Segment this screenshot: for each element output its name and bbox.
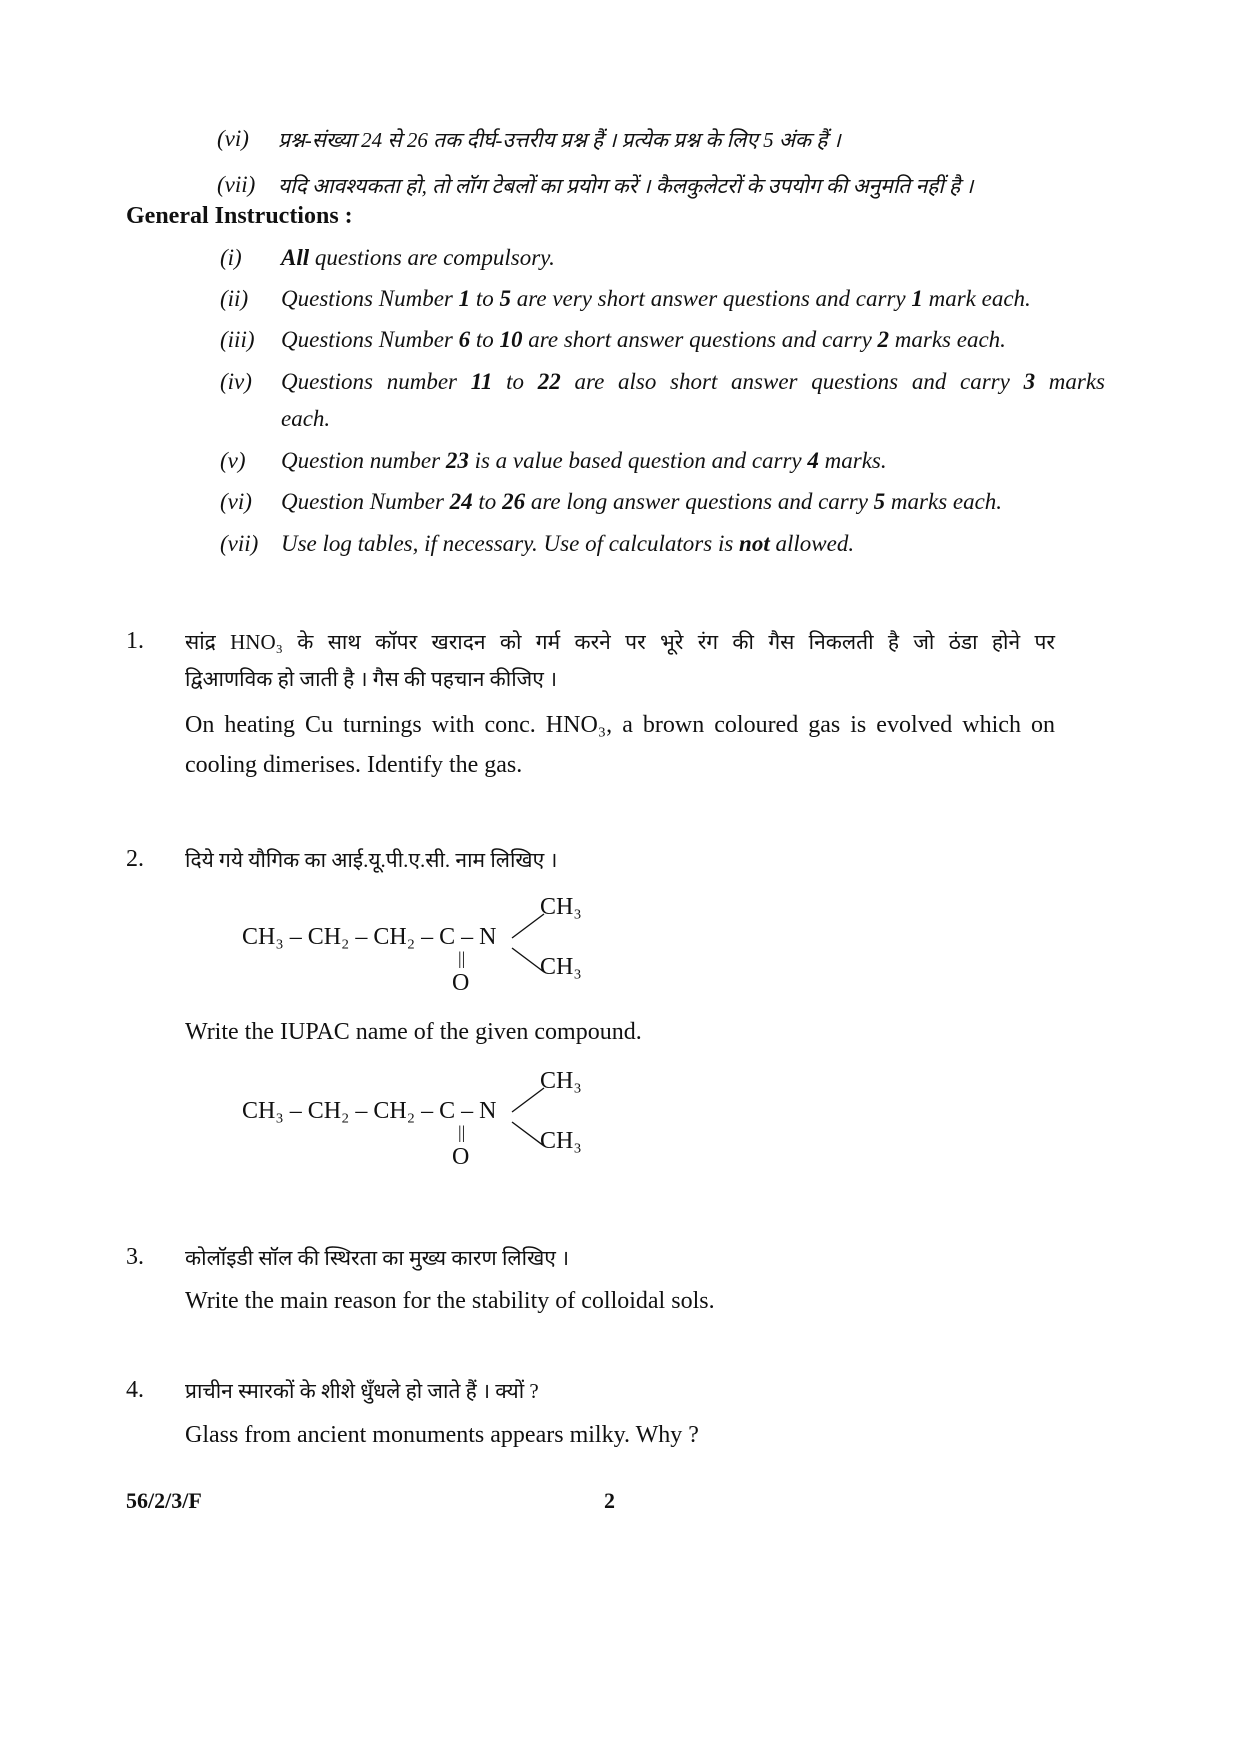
instruction-text: Use log tables, if necessary. Use of calculators is not allowed. bbox=[281, 531, 855, 556]
roman-numeral: (ii) bbox=[220, 286, 249, 311]
instruction-text: प्रश्न-संख्या 24 से 26 तक दीर्घ-उत्तरीय प्रश्न हैं । प्रत्येक प्रश्न के लिए 5 अंक हैं । bbox=[278, 128, 841, 152]
instruction-text: Questions Number 1 to 5 are very short answer questions and carry 1 mark each. bbox=[281, 286, 1031, 311]
formula-main-chain: CH₃ – CH₂ – CH₂ – C – N bbox=[242, 1098, 497, 1124]
roman-numeral: (vi) bbox=[220, 489, 252, 514]
roman-numeral: (v) bbox=[220, 448, 246, 473]
formula-double-bond: || bbox=[458, 948, 466, 968]
question-english: Glass from ancient monuments appears milky. Why ? bbox=[185, 1422, 699, 1448]
roman-numeral: (iv) bbox=[220, 369, 252, 394]
instruction-text: All questions are compulsory. bbox=[281, 245, 555, 270]
structural-formula bbox=[242, 1064, 642, 1174]
question-number: 3. bbox=[126, 1244, 144, 1270]
page-number: 2 bbox=[604, 1488, 615, 1513]
paper-code: 56/2/3/F bbox=[126, 1488, 202, 1513]
roman-numeral: (iii) bbox=[220, 327, 255, 352]
question-hindi: दिये गये यौगिक का आई.यू.पी.ए.सी. नाम लिखिए । bbox=[185, 848, 558, 872]
question-english-line-1: On heating Cu turnings with conc. HNO₃, a brown coloured gas is evolved which on bbox=[185, 712, 1055, 738]
formula-main-chain: CH₃ – CH₂ – CH₂ – C – N bbox=[242, 924, 497, 950]
roman-numeral: (vii) bbox=[217, 172, 256, 197]
roman-numeral: (i) bbox=[220, 245, 242, 270]
question-number: 2. bbox=[126, 846, 144, 872]
formula-oxygen: O bbox=[452, 1144, 470, 1170]
instruction-text: Question number 23 is a value based question and carry 4 marks. bbox=[281, 448, 887, 473]
instruction-text: Question Number 24 to 26 are long answer questions and carry 5 marks each. bbox=[281, 489, 1003, 514]
formula-double-bond: || bbox=[458, 1122, 466, 1142]
question-english: Write the main reason for the stability of colloidal sols. bbox=[185, 1288, 715, 1314]
formula-methyl-top: CH₃ bbox=[540, 1068, 582, 1094]
question-number: 1. bbox=[126, 628, 144, 654]
question-hindi: कोलॉइडी सॉल की स्थिरता का मुख्य कारण लिखिए । bbox=[185, 1246, 570, 1270]
roman-numeral: (vi) bbox=[217, 126, 249, 151]
roman-numeral: (vii) bbox=[220, 531, 259, 556]
instruction-text: Questions number 11 to 22 are also short answer questions and carry 3 marks bbox=[281, 369, 1105, 394]
formula-methyl-top: CH₃ bbox=[540, 894, 582, 920]
formula-methyl-bottom: CH₃ bbox=[540, 954, 582, 980]
formula-oxygen: O bbox=[452, 970, 470, 996]
instruction-text: Questions Number 6 to 10 are short answer questions and carry 2 marks each. bbox=[281, 327, 1006, 352]
question-english: Write the IUPAC name of the given compound. bbox=[185, 1019, 642, 1045]
question-hindi: प्राचीन स्मारकों के शीशे धुँधले हो जाते हैं । क्यों ? bbox=[185, 1379, 539, 1403]
instruction-text-continued: each. bbox=[281, 406, 331, 431]
general-instructions-heading: General Instructions : bbox=[126, 203, 353, 229]
question-hindi-line-1: सांद्र HNO₃ के साथ कॉपर खरादन को गर्म करने पर भूरे रंग की गैस निकलती है जो ठंडा होने पर bbox=[185, 630, 1055, 654]
structural-formula bbox=[242, 890, 642, 1000]
formula-methyl-bottom: CH₃ bbox=[540, 1128, 582, 1154]
question-number: 4. bbox=[126, 1377, 144, 1403]
question-hindi-line-2: द्विआणविक हो जाती है । गैस की पहचान कीजिए । bbox=[185, 667, 558, 691]
question-english-line-2: cooling dimerises. Identify the gas. bbox=[185, 752, 523, 778]
instruction-text: यदि आवश्यकता हो, तो लॉग टेबलों का प्रयोग करें । कैलकुलेटरों के उपयोग की अनुमति नहीं है । bbox=[278, 174, 974, 198]
